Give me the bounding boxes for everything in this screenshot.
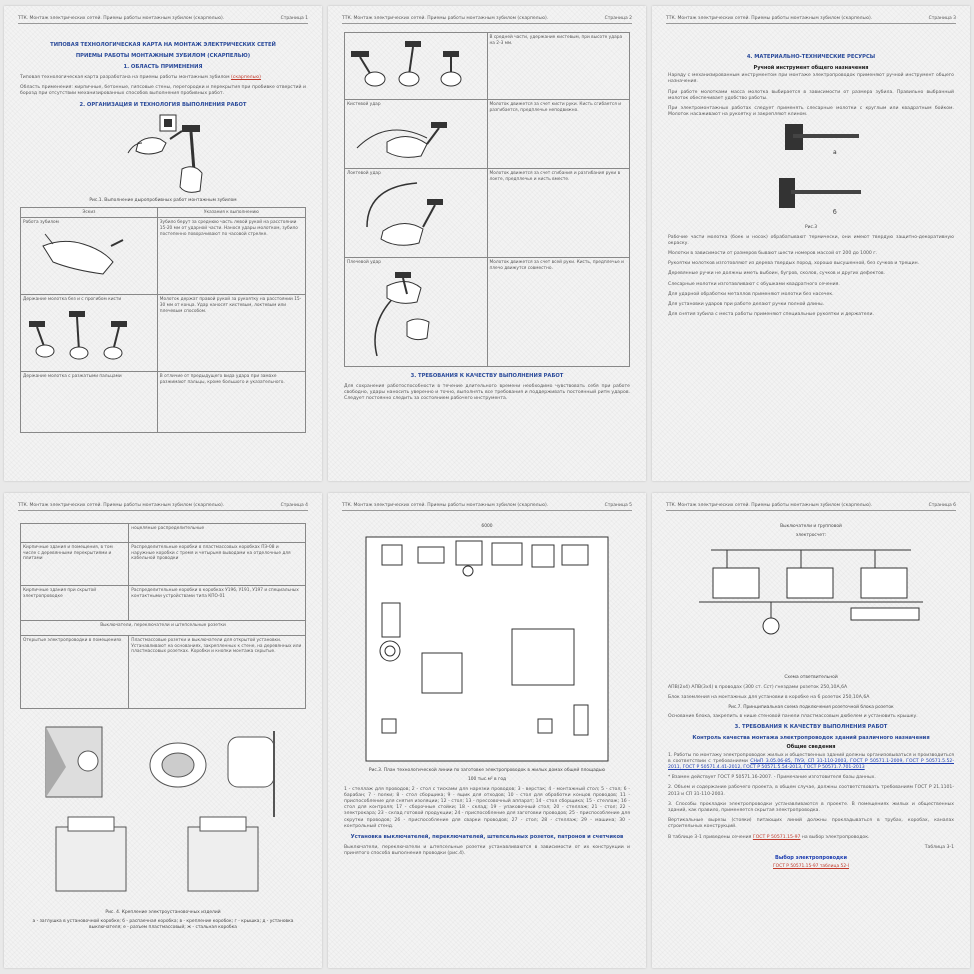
hammer-grip-illustration [23,303,143,363]
diagram-label: электросчет: [795,533,827,539]
page-header: ТТК. Монтаж электрических сетей. Приемы работы монтажным зубилом (скарпелью). Страница 3 [666,16,956,24]
page-header: ТТК. Монтаж электрических сетей. Приемы работы монтажным зубилом (скарпелью). Страница 2 [342,16,632,24]
svg-text:б: б [833,209,837,217]
table-row: В средней части, удержание кистевым, при высоте удара на 2-3 мм. [345,33,630,100]
paragraph: Для ударной обработки металлов применяют молотки без насечек. [668,291,834,297]
figure-caption-line-2: 100 тыс.м² в год [467,777,507,783]
legend-text: 1 - стеллаж для проводов; 2 - стол с тисками для нарезки проводов; 3 - верстак; 4 - монтажный стол; 5 - стол; 6 - барабан; 7 - полки; 8 - стол сборщика; 9 - ящик для отходов; 10 - стол для обработки концов проводов; 11 - приспособление для снятия изоляции; 12 - стол; 13 - прессовочный аппарат; 14 - стол сборщика; 15 - стеллаж; 16 - стол для контроля; 17 - сборочные стойки; 18 - склад; 19 - упаковочный стол; 20 - стеллаж; 21 - стол; 22 - электрокара; 23 - склад готовой продукции; 24 - приспособление для заготовки проводов; 25 - приспособление для скрутки проводов; 26 - приспособление для сварки проводов; 27 - стол; 28 - стеллаж; 29 - машина; 30 - контрольный стенд. [344,786,630,829]
standards-links[interactable]: СНиП 3.05.06-85, ПУЭ, СП 31-110-2003, ГОСТ Р 50571.1-2009, ГОСТ Р 50571.5.52-2011, ГОСТ Р 50571.4.41-2012, ГОСТ Р 50571.5.54-2013, ГОСТ Р 50571.7.701-2013 [668,758,954,771]
section-heading: 3. ТРЕБОВАНИЯ К КАЧЕСТВУ ВЫПОЛНЕНИЯ РАБОТ [410,373,564,379]
page-number: Страница 1 [280,16,308,21]
page-header: ТТК. Монтаж электрических сетей. Приемы работы монтажным зубилом (скарпелью). Страница 6 [666,503,956,511]
paragraph: Рукоятки молотков изготовляют из дерева твердых пород, хорошо высушенной, без сучков и трещин. [668,261,920,267]
hammer-chisel-illustration [98,113,228,195]
paragraph: Для установки ударов при работе делают ручки полной длины. [668,302,825,308]
page-header: ТТК. Монтаж электрических сетей. Приемы работы монтажным зубилом (скарпелью). Страница 5 [342,503,632,511]
table-row: Выключатели, переключатели и штепсельные розетки [21,621,306,636]
hammer-types-figure [751,122,871,222]
document-page-3 [652,6,970,481]
socket-wiring-diagram [691,542,931,672]
section-heading: Установка выключателей, переключателей, штепсельных розеток, патронов и счетчиков [350,834,624,841]
paragraph: Рабочие части молотка (боек и носок) обрабатывают термически, они имеют твердую защитно-декоративную окраску. [668,234,954,246]
equipment-table [20,523,306,709]
diagram-label: Выключатели и групповой [780,524,842,529]
instruction-table [20,207,306,434]
section-heading: 3. ТРЕБОВАНИЯ К КАЧЕСТВУ ВЫПОЛНЕНИЯ РАБОТ [734,724,888,731]
diagram-note-right: Блок заземления на монтажных для установки в коробке на 6 розеток 250,10А,6A [668,694,870,700]
table-row: Кирпичные здания и помещения, в том числе с деревянными перекрытиями и плитами Распределительные коробки в пластмассовых коробках ПЭ-08 и наружные коробки с тремя и четырьмя выводами на отделочные для кабельной проводки [21,543,306,586]
document-subtitle: ПРИЕМЫ РАБОТЫ МОНТАЖНЫМ ЗУБИЛОМ (СКАРПЕЛЬЮ) [75,53,251,59]
paragraph: Вертикальные вырезы (стояки) питающих линий должны прокладываться в трубах, коробах, каналах строительных конструкций. [668,818,954,830]
figure-description: а - заглушка в установочной коробке; б - распаечная коробка; в - крепление коробок; г - крышка; д - установка выключателя; е - разъем пластмассовый; ж - стальная коробка [32,919,294,931]
table-header: Эскиз [21,207,158,218]
paragraph: При электромонтажных работах следует применять слесарные молотки с круглым или квадратным бойком. Молоток насаживают на рукоятку и закрепляют клином. [668,106,954,118]
table-row: Плечевой удар Молоток движется за счет всей руки. Кисть, предплечье и плечо движутся совместно. [345,258,630,367]
svg-text:а: а [833,149,837,157]
strike-types-table [344,32,630,367]
document-title: ТИПОВАЯ ТЕХНОЛОГИЧЕСКАЯ КАРТА НА МОНТАЖ ЭЛЕКТРИЧЕСКИХ СЕТЕЙ [50,42,276,48]
paragraph: Для сохранения работоспособности в течение длительного времени необходимо чувствовать себя при работе свободно, удары наносить уверенно и точно, выполнять все требования и поддерживать постоянный ритм ударов. Следует постоянно следить за состоянием рабочего инструмента. [344,384,630,402]
page-header: ТТК. Монтаж электрических сетей. Приемы работы монтажным зубилом (скарпелью). Страница 4 [18,503,308,511]
paragraph: Основание блока, закрепить в нише стеновой панели пластмассовым дюбелем и установить крышку. [668,714,918,720]
table-row: ноцеляные распределительные [21,524,306,543]
page-number: Страница 2 [604,16,632,21]
table-title: Выбор электропроводки [775,855,847,862]
paragraph: Деревянные ручки не должны иметь выбоин, бугров, сколов, сучков и других дефектов. [668,271,886,277]
figure-caption: Рис. 4. Крепление электроустановочных изделий [105,910,221,915]
page-header: ТТК. Монтаж электрических сетей. Приемы работы монтажным зубилом (скарпелью). Страница 1 [18,16,308,24]
table-row: Локтевой удар Молоток движется за счет сгибания и разгибания руки в локте, предплечье и кисть вместе. [345,169,630,258]
figure-caption: Рис.1. Выполнение дыропробивных работ монтажным зубилом [89,197,237,203]
document-page-2 [328,6,646,481]
table-header: Указания к выполнению [157,207,305,218]
table-row: Работа зубилом Зубило берут за среднюю часть левой рукой на расстоянии 15-20 мм от ударной части. Нанося удары молотком, зубило постепенно поворачивают по часовой стрелке. [21,218,306,295]
paragraph: Выключатели, переключатели и штепсельные розетки устанавливаются в зависимости от их конструкции и принятого способа выполнения проводки (рис.4). [344,845,630,857]
table-row: Держание молотка с разжатыми пальцами В отличие от предыдущего вида удара при замахе разжимают пальцы, кроме большого и указательного. [21,372,306,433]
figure-caption: Рис.3. План технологической линии по заготовке электропроводок в жилых домах общей площадью [368,768,606,774]
section-heading: 1. ОБЛАСТЬ ПРИМЕНЕНИЯ [123,64,203,70]
paragraph: Для снятия зубила с места работы применяют специальные рукоятки и держатели. [668,312,874,318]
standard-link[interactable]: ГОСТ Р 50571.15-97 таблица 52-I [773,864,849,870]
box-label: Схема ответвительной [784,675,838,681]
subsection-heading: Контроль качества монтажа электропроводок зданий различного назначения [692,735,930,742]
document-page-5 [328,493,646,968]
paragraph: При работе молотками масса молотка выбирается в зависимости от размера зубила. Правильно выбранный молоток обеспечивает удобство работы. [668,89,954,101]
elbow-strike-illustration [347,177,467,251]
document-page-6: ТТК. Монтаж электрических сетей. Приемы работы монтажным зубилом (скарпелью). Страница 6 Выключатели и групповой электросчет: Схема ответвительной АПВ(2x4) АПВ(3x4) в проводах (300 ст. Сст) гнездами розеток 250,10А,6A Блок заземления на монтажных для установки в коробке на 6 розеток 250,10А,6A Рис.7. Принципиальная схема подключения розеточной блока розеток Основание блока, закрепить в нише стеновой панели пластмассовым дюбелем и установить крышку. 3. ТРЕБОВАНИЯ К КАЧЕСТВУ ВЫПОЛНЕНИЯ РАБОТ Контроль качества монтажа электропроводок зданий различного назначения Общие сведения 1. Работы по монтажу электропроводок жилых и общественных зданий должны организовываться и производиться в соответствии с требованиями СНиП 3.05.06-85, ПУЭ, СП 31-110-2003, ГОСТ Р 50571.1-2009, ГОСТ Р 50571.5.52-2011, ГОСТ Р 50571.4.41-2012, ГОСТ Р 50571.5.54-2013, ГОСТ Р 50571.7.701-2013 * Взамен действует ГОСТ Р 50571.16-2007. - Примечание изготовителя базы данных. 2. Объем и содержание рабочего проекта, в общем случае, должны соответствовать требованиям ГОСТ Р 21.1101-2013 и СП 31-110-2003. 3. Способы прокладки электропроводки устанавливаются в проекте. В помещениях жилых и общественных зданий, как правило, применяется скрытая электропроводка. Вертикальные вырезы (стояки) питающих линий должны прокладываться в трубах, коробах, каналах строительных конструкций. В таблице 3-1 приведены сечения ГОСТ Р 50571.15-97 на выбор электропроводок. Таблица 3-1 Выбор электропроводки ГОСТ Р 50571.15-97 таблица 52-I [652,493,970,968]
page-number: Страница 3 [928,16,956,21]
hammer-strike-illustration [347,35,467,93]
footnote: * Взамен действует ГОСТ Р 50571.16-2007. - Примечание изготовителя базы данных. [668,775,876,781]
wrist-strike-illustration [347,108,467,162]
table-row: Кистевой удар Молоток движется за счет кисти руки. Кисть сгибается и разгибается, предплечье неподвижно. [345,100,630,169]
document-page-4 [4,493,322,968]
workshop-floor-plan [362,533,612,765]
electrical-fittings-figure [28,717,298,907]
figure-caption: Рис.7. Принципиальная схема подключения розеточной блока розеток [728,705,894,711]
paragraph: Слесарные молотки изготавливают с обушками квадратного сечения. [668,281,840,287]
table-row: Открытые электропроводки в помещениях Пластмассовые розетки и выключатели для открытой установки. Устанавливают на основаниях, закрепленных к стене, на деревянных или пластмассовых розетках. Коробки и кнопки монтажа скрытые. [21,636,306,709]
paragraph: 3. Способы прокладки электропроводки устанавливаются в проекте. В помещениях жилых и общественных зданий, как правило, применяется скрытая электропроводка. [668,801,954,814]
standard-link[interactable]: ГОСТ Р 50571.15-97 [752,834,801,840]
dimension-label: 6000 [481,524,493,529]
paragraph: 2. Объем и содержание рабочего проекта, в общем случае, должны соответствовать требованиям ГОСТ Р 21.1101-2013 и СП 31-110-2003. [668,785,954,797]
paragraph: Область применения: кирпичные, бетонные, гипсовые стены, перегородки и перекрытия при пробивке отверстий и борозд при отсутствии механизированных способов выполнения пробивных работ. [20,85,306,97]
page-number: Страница 4 [280,503,308,508]
document-page-1: ТТК. Монтаж электрических сетей. Приемы работы монтажным зубилом (скарпелью). Страница 1 ТИПОВАЯ ТЕХНОЛОГИЧЕСКАЯ КАРТА НА МОНТАЖ ЭЛЕКТРИЧЕСКИХ СЕТЕЙ ПРИЕМЫ РАБОТЫ МОНТАЖНЫМ ЗУБИЛОМ (СКАРПЕЛЬЮ) 1. ОБЛАСТЬ ПРИМЕНЕНИЯ Типовая технологическая карта разработана на приемы работы монтажным зубилом (скарпелью) Область применения: кирпичные, бетонные, гипсовые стены, перегородки и перекрытия при пробивке отверстий и борозд при отсутствии механизированных способов выполнения пробивных работ. 2. ОРГАНИЗАЦИЯ И ТЕХНОЛОГИЯ ВЫПОЛНЕНИЯ РАБОТ Рис.1. Выполнение дыропробивных работ монтажным зубилом Эскиз Указания к выполнению Работа зубилом Зубило берут за среднюю часть левой рукой на расстоянии 15-20 мм от ударной части. Нанося удары молотком, зубило постепенно поворачивают по часовой стрелке. Держание молотка без и с прогибом кисти Молоток держат правой рукой за рукоятку на расстоянии 15-30 мм от конца. Удар наносят кистевым, локтевым или плечевым способом. Держание молотка с разжатыми пальцами В отличие от предыдущего вида удара при замахе разжимают пальцы, кроме большого и указательного. [4,6,322,481]
page-number: Страница 6 [928,503,956,508]
figure-caption: Рис.3 [804,225,818,231]
subsection-heading: Ручной инструмент общего назначения [753,65,869,71]
table-label: Таблица 3-1 [924,844,954,850]
subsection-heading: Общие сведения [786,744,836,751]
diagram-note-left: АПВ(2x4) АПВ(3x4) в проводах (300 ст. Сст) гнездами розеток 250,10А,6A [668,684,848,690]
paragraph: Наряду с механизированным инструментом при монтаже электропроводок применяют ручной инструмент общего назначения. [668,73,954,85]
shoulder-strike-illustration [347,266,467,360]
document-link[interactable]: (скарпелью) [231,75,261,80]
page-number: Страница 5 [604,503,632,508]
section-heading: 4. МАТЕРИАЛЬНО-ТЕХНИЧЕСКИЕ РЕСУРСЫ [746,54,876,60]
chisel-grip-illustration [23,226,133,286]
table-row: Кирпичные здания при скрытой электропроводке Распределительные коробки в коробках У196, У191, У197 и специальных контактными устройствами типа КПО-01 [21,586,306,621]
table-row: Держание молотка без и с прогибом кисти Молоток держат правой рукой за рукоятку на расстоянии 15-30 мм от конца. Удар наносят кистевым, локтевым или плечевым способом. [21,295,306,372]
paragraph: Молотки в зависимости от размеров бывают шести номеров массой от 200 до 1000 г. [668,251,878,257]
section-heading: 2. ОРГАНИЗАЦИЯ И ТЕХНОЛОГИЯ ВЫПОЛНЕНИЯ РАБОТ [79,101,247,108]
